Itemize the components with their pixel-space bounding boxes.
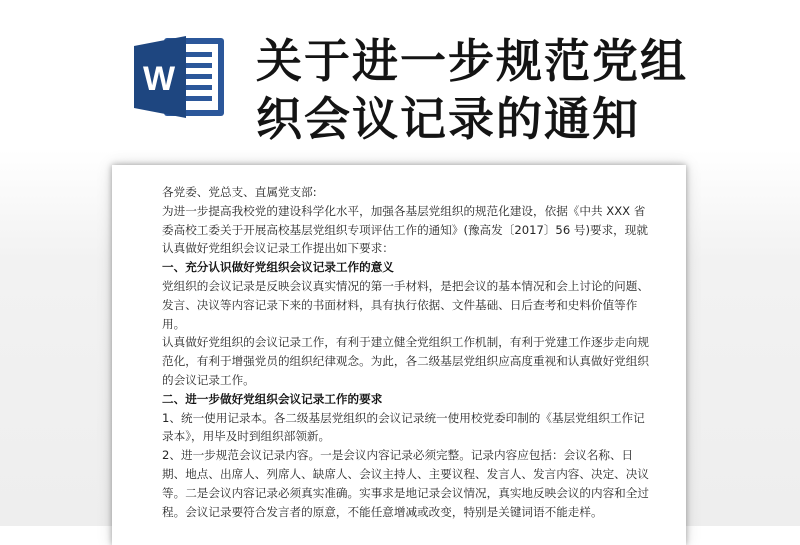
header bbox=[0, 0, 800, 160]
document-title bbox=[256, 32, 776, 148]
word-letter: W bbox=[142, 60, 176, 98]
section-heading-2: 二、进一步做好党组织会议记录工作的要求 bbox=[162, 391, 383, 406]
title-line-1: 关于进一步规范党组 bbox=[256, 34, 688, 88]
intro-paragraph: 为进一步提高我校党的建设科学化水平，加强各基层党组织的规范化建设，依据《中共 XXX 省委高校工委关于开展高校基层党组织专项评估工作的通知》(豫高发〔2017〕56 号)要求，现就认真做好党组织会议记录工作提出如下要求： bbox=[162, 203, 648, 256]
section-heading-1: 一、充分认识做好党组织会议记录工作的意义 bbox=[162, 260, 394, 275]
title-line-2: 织会议记录的通知 bbox=[256, 92, 640, 146]
paragraph-2: 认真做好党组织的会议记录工作，有利于建立健全党组织工作机制，有利于党建工作逐步走向规范化，有利于增强党员的组织纪律观念。为此，各二级基层党组织应高度重视和认真做好党组织的会议记录工作。 bbox=[162, 335, 649, 387]
document-page bbox=[112, 165, 686, 545]
word-document-icon bbox=[130, 32, 228, 122]
list-item-2: 2、进一步规范会议记录内容。一是会议内容记录必须完整。记录内容应包括：会议名称、日期、地点、出席人、列席人、缺席人、会议主持人、主要议程、发言人、发言内容、决定、决议等。二是会议内容记录必须真实准确。实事求是地记录会议情况，真实地反映会议的内容和全过程。会议记录要符合发言者的原意，不能任意增减或改变，特别是关键词语不能走样。 bbox=[162, 448, 649, 519]
salutation: 各党委、党总支、直属党支部: bbox=[162, 185, 317, 199]
list-item-1: 1、统一使用记录本。各二级基层党组织的会议记录统一使用校党委印制的《基层党组织工作记录本》，用毕及时到组织部领新。 bbox=[162, 410, 645, 444]
document-body bbox=[162, 183, 652, 521]
paragraph-1: 党组织的会议记录是反映会议真实情况的第一手材料，是把会议的基本情况和会上讨论的问题、发言、决议等内容记录下来的书面材料，具有执行依据、文件基础、日后查考和史料价值等作用。 bbox=[162, 278, 649, 331]
